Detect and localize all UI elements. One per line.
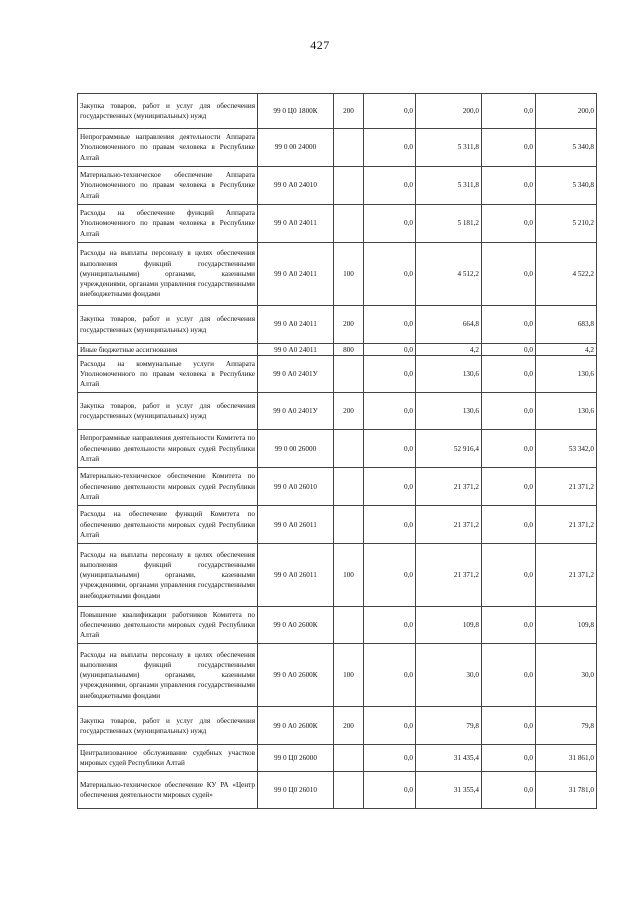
value-col-2: 5 311,8 bbox=[416, 167, 482, 205]
expense-type bbox=[334, 468, 364, 506]
value-col-4: 31 861,0 bbox=[536, 745, 597, 772]
table-row bbox=[78, 644, 597, 707]
value-col-1: 0,0 bbox=[364, 356, 416, 393]
target-code: 99 0 Ц0 26000 bbox=[258, 745, 334, 772]
table-row bbox=[78, 94, 597, 129]
expense-type: 100 bbox=[334, 243, 364, 306]
expense-type bbox=[334, 356, 364, 393]
value-col-2: 31 355,4 bbox=[416, 772, 482, 809]
target-code: 99 0 А0 2401У bbox=[258, 393, 334, 430]
value-col-2: 21 371,2 bbox=[416, 544, 482, 607]
table-row bbox=[78, 544, 597, 607]
value-col-4: 21 371,2 bbox=[536, 506, 597, 544]
table-row bbox=[78, 129, 597, 167]
expense-type bbox=[334, 772, 364, 809]
value-col-2: 5 311,8 bbox=[416, 129, 482, 167]
table-row bbox=[78, 393, 597, 430]
expense-type: 200 bbox=[334, 393, 364, 430]
value-col-4: 109,8 bbox=[536, 607, 597, 644]
table-row bbox=[78, 707, 597, 745]
value-col-4: 79,8 bbox=[536, 707, 597, 745]
value-col-3: 0,0 bbox=[482, 344, 536, 356]
target-code: 99 0 А0 26011 bbox=[258, 544, 334, 607]
expense-name: Централизованное обслуживание судебных участков мировых судей Республики Алтай bbox=[78, 745, 258, 772]
table-row bbox=[78, 430, 597, 468]
value-col-2: 79,8 bbox=[416, 707, 482, 745]
value-col-4: 21 371,2 bbox=[536, 468, 597, 506]
value-col-3: 0,0 bbox=[482, 707, 536, 745]
expense-name: Расходы на обеспечение функций Комитета по обеспечению деятельности мировых судей Республики Алтай bbox=[78, 506, 258, 544]
value-col-2: 200,0 bbox=[416, 94, 482, 129]
expense-name: Материально-техническое обеспечение Комитета по обеспечению деятельности мировых судей Республики Алтай bbox=[78, 468, 258, 506]
target-code: 99 0 А0 2600К bbox=[258, 644, 334, 707]
expense-type: 800 bbox=[334, 344, 364, 356]
value-col-2: 109,8 bbox=[416, 607, 482, 644]
value-col-1: 0,0 bbox=[364, 506, 416, 544]
expense-name: Закупка товаров, работ и услуг для обеспечения государственных (муниципальных) нужд bbox=[78, 306, 258, 344]
value-col-1: 0,0 bbox=[364, 393, 416, 430]
value-col-4: 21 371,2 bbox=[536, 544, 597, 607]
table-row bbox=[78, 356, 597, 393]
budget-table bbox=[77, 93, 597, 809]
budget-table-body bbox=[78, 94, 597, 809]
value-col-3: 0,0 bbox=[482, 607, 536, 644]
value-col-1: 0,0 bbox=[364, 167, 416, 205]
value-col-2: 4,2 bbox=[416, 344, 482, 356]
expense-type: 100 bbox=[334, 644, 364, 707]
expense-name: Материально-техническое обеспечение КУ РА «Центр обеспечения деятельности мировых судей» bbox=[78, 772, 258, 809]
target-code: 99 0 Ц0 26010 bbox=[258, 772, 334, 809]
target-code: 99 0 00 26000 bbox=[258, 430, 334, 468]
expense-type: 200 bbox=[334, 94, 364, 129]
page-number: 427 bbox=[310, 38, 330, 52]
target-code: 99 0 А0 2401У bbox=[258, 356, 334, 393]
expense-name: Закупка товаров, работ и услуг для обеспечения государственных (муниципальных) нужд bbox=[78, 707, 258, 745]
value-col-1: 0,0 bbox=[364, 644, 416, 707]
value-col-2: 4 512,2 bbox=[416, 243, 482, 306]
expense-type: 200 bbox=[334, 306, 364, 344]
target-code: 99 0 А0 2600К bbox=[258, 707, 334, 745]
expense-name: Расходы на коммунальные услуги Аппарата Уполномоченного по правам человека в Республике Алтай bbox=[78, 356, 258, 393]
value-col-3: 0,0 bbox=[482, 468, 536, 506]
value-col-1: 0,0 bbox=[364, 94, 416, 129]
value-col-3: 0,0 bbox=[482, 772, 536, 809]
table-row bbox=[78, 167, 597, 205]
value-col-4: 4,2 bbox=[536, 344, 597, 356]
value-col-4: 31 781,0 bbox=[536, 772, 597, 809]
value-col-3: 0,0 bbox=[482, 644, 536, 707]
table-row bbox=[78, 607, 597, 644]
expense-type bbox=[334, 430, 364, 468]
value-col-1: 0,0 bbox=[364, 344, 416, 356]
value-col-1: 0,0 bbox=[364, 430, 416, 468]
value-col-1: 0,0 bbox=[364, 468, 416, 506]
value-col-2: 21 371,2 bbox=[416, 468, 482, 506]
value-col-2: 30,0 bbox=[416, 644, 482, 707]
value-col-1: 0,0 bbox=[364, 607, 416, 644]
value-col-2: 130,6 bbox=[416, 356, 482, 393]
target-code: 99 0 00 24000 bbox=[258, 129, 334, 167]
expense-name: Повышение квалификации работников Комитета по обеспечению деятельности мировых судей Республики Алтай bbox=[78, 607, 258, 644]
expense-type: 100 bbox=[334, 544, 364, 607]
value-col-2: 5 181,2 bbox=[416, 205, 482, 243]
value-col-4: 5 340,8 bbox=[536, 129, 597, 167]
expense-name: Расходы на выплаты персоналу в целях обеспечения выполнения функций государственными (муниципальными) органами, казенными учреждениями, органами управления государственными внебюджетными фондами bbox=[78, 544, 258, 607]
table-row bbox=[78, 306, 597, 344]
value-col-3: 0,0 bbox=[482, 544, 536, 607]
expense-type bbox=[334, 745, 364, 772]
target-code: 99 0 А0 24011 bbox=[258, 306, 334, 344]
expense-type bbox=[334, 205, 364, 243]
expense-type bbox=[334, 607, 364, 644]
value-col-2: 664,8 bbox=[416, 306, 482, 344]
value-col-3: 0,0 bbox=[482, 129, 536, 167]
expense-type bbox=[334, 167, 364, 205]
value-col-4: 200,0 bbox=[536, 94, 597, 129]
value-col-4: 130,6 bbox=[536, 356, 597, 393]
value-col-4: 5 210,2 bbox=[536, 205, 597, 243]
value-col-4: 5 340,8 bbox=[536, 167, 597, 205]
value-col-1: 0,0 bbox=[364, 772, 416, 809]
target-code: 99 0 А0 24011 bbox=[258, 344, 334, 356]
table-row bbox=[78, 205, 597, 243]
expense-name: Непрограммные направления деятельности Комитета по обеспечению деятельности мировых судей Республики Алтай bbox=[78, 430, 258, 468]
target-code: 99 0 А0 24011 bbox=[258, 243, 334, 306]
value-col-1: 0,0 bbox=[364, 707, 416, 745]
target-code: 99 0 А0 26011 bbox=[258, 506, 334, 544]
table-row bbox=[78, 344, 597, 356]
expense-type bbox=[334, 129, 364, 167]
expense-name: Непрограммные направления деятельности Аппарата Уполномоченного по правам человека в Республике Алтай bbox=[78, 129, 258, 167]
expense-name: Расходы на выплаты персоналу в целях обеспечения выполнения функций государственными (муниципальными) органами, казенными учреждениями, органами управления государственными внебюджетными фондами bbox=[78, 644, 258, 707]
target-code: 99 0 Ц0 1800К bbox=[258, 94, 334, 129]
expense-name: Иные бюджетные ассигнования bbox=[78, 344, 258, 356]
target-code: 99 0 А0 24010 bbox=[258, 167, 334, 205]
value-col-2: 31 435,4 bbox=[416, 745, 482, 772]
table-row bbox=[78, 243, 597, 306]
table-row bbox=[78, 772, 597, 809]
value-col-3: 0,0 bbox=[482, 506, 536, 544]
value-col-3: 0,0 bbox=[482, 243, 536, 306]
target-code: 99 0 А0 24011 bbox=[258, 205, 334, 243]
value-col-3: 0,0 bbox=[482, 356, 536, 393]
value-col-4: 30,0 bbox=[536, 644, 597, 707]
expense-name: Закупка товаров, работ и услуг для обеспечения государственных (муниципальных) нужд bbox=[78, 94, 258, 129]
value-col-1: 0,0 bbox=[364, 745, 416, 772]
value-col-3: 0,0 bbox=[482, 205, 536, 243]
table-row bbox=[78, 506, 597, 544]
table-row bbox=[78, 745, 597, 772]
expense-name: Закупка товаров, работ и услуг для обеспечения государственных (муниципальных) нужд bbox=[78, 393, 258, 430]
value-col-2: 130,6 bbox=[416, 393, 482, 430]
target-code: 99 0 А0 2600К bbox=[258, 607, 334, 644]
value-col-3: 0,0 bbox=[482, 306, 536, 344]
expense-type: 200 bbox=[334, 707, 364, 745]
value-col-3: 0,0 bbox=[482, 430, 536, 468]
value-col-3: 0,0 bbox=[482, 94, 536, 129]
value-col-1: 0,0 bbox=[364, 306, 416, 344]
value-col-3: 0,0 bbox=[482, 393, 536, 430]
value-col-4: 683,8 bbox=[536, 306, 597, 344]
value-col-4: 4 522,2 bbox=[536, 243, 597, 306]
value-col-1: 0,0 bbox=[364, 129, 416, 167]
value-col-1: 0,0 bbox=[364, 544, 416, 607]
expense-name: Расходы на обеспечение функций Аппарата Уполномоченного по правам человека в Республике Алтай bbox=[78, 205, 258, 243]
value-col-3: 0,0 bbox=[482, 167, 536, 205]
expense-name: Расходы на выплаты персоналу в целях обеспечения выполнения функций государственными (муниципальными) органами, казенными учреждениями, органами управления государственными внебюджетными фондами bbox=[78, 243, 258, 306]
value-col-3: 0,0 bbox=[482, 745, 536, 772]
value-col-1: 0,0 bbox=[364, 205, 416, 243]
value-col-4: 53 342,0 bbox=[536, 430, 597, 468]
table-row bbox=[78, 468, 597, 506]
expense-name: Материально-техническое обеспечение Аппарата Уполномоченного по правам человека в Республике Алтай bbox=[78, 167, 258, 205]
value-col-1: 0,0 bbox=[364, 243, 416, 306]
value-col-2: 21 371,2 bbox=[416, 506, 482, 544]
value-col-4: 130,6 bbox=[536, 393, 597, 430]
expense-type bbox=[334, 506, 364, 544]
value-col-2: 52 916,4 bbox=[416, 430, 482, 468]
target-code: 99 0 А0 26010 bbox=[258, 468, 334, 506]
